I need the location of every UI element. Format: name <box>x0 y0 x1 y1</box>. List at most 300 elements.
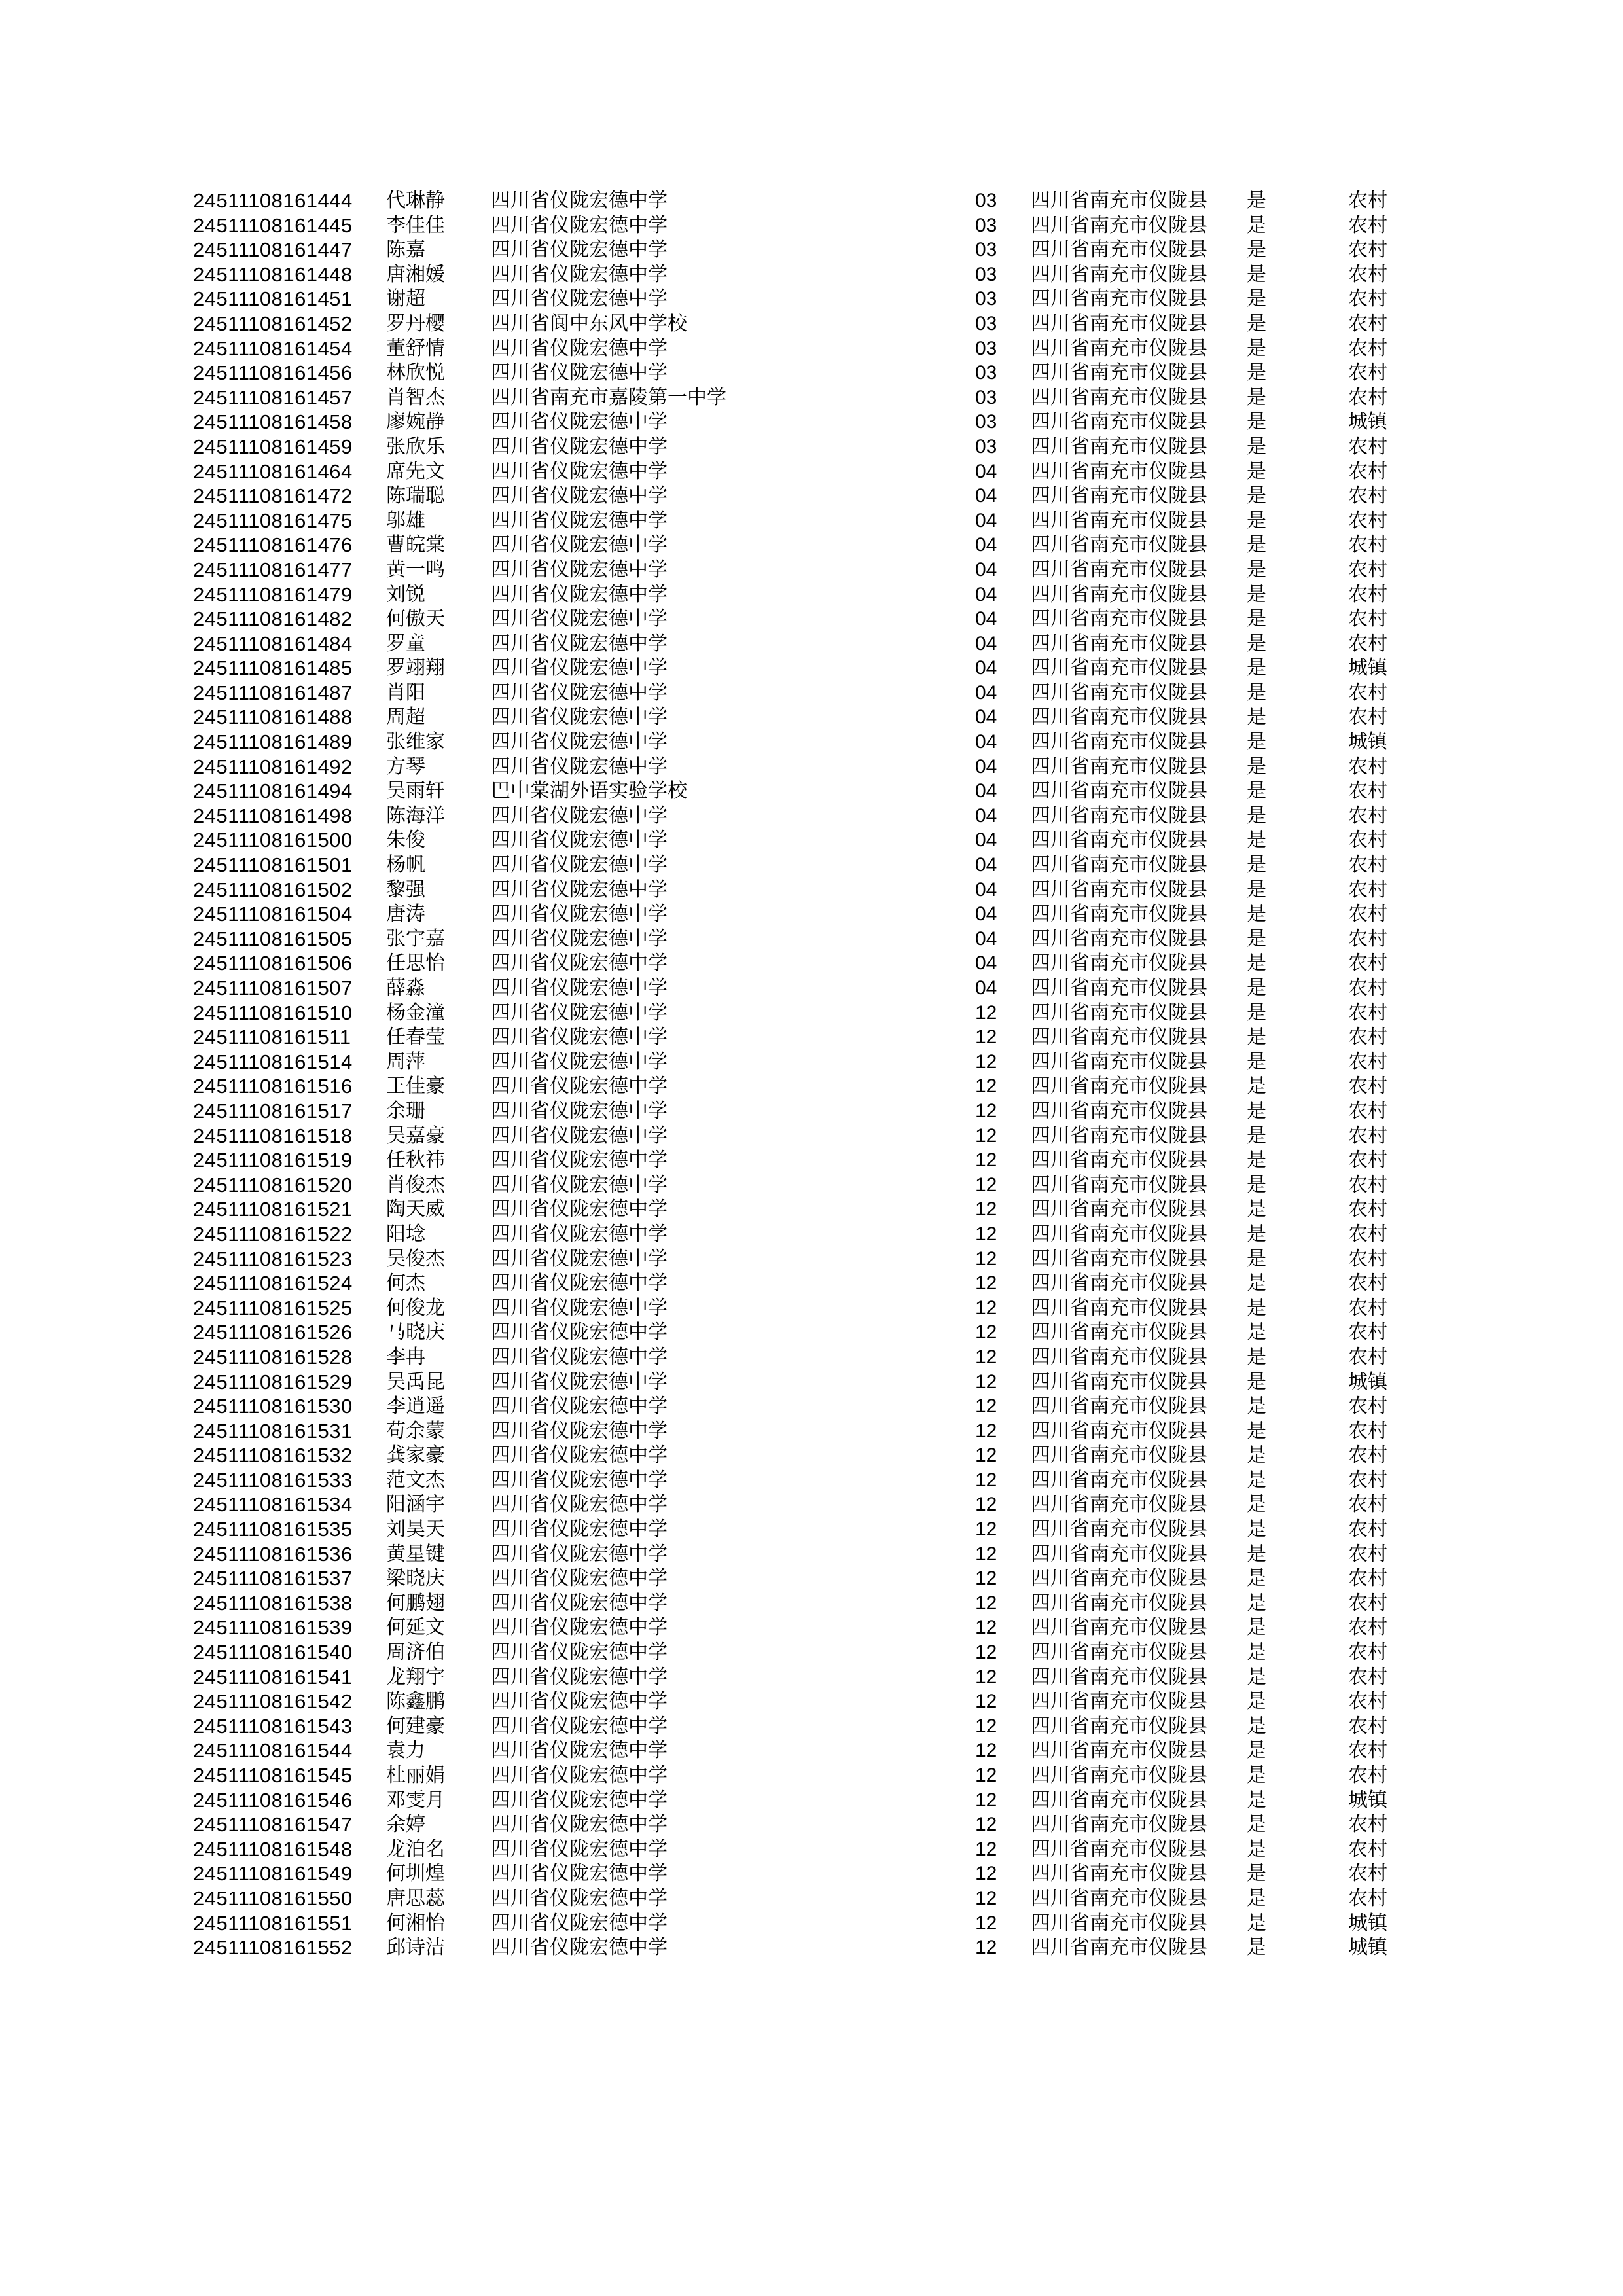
table-row <box>0 312 1623 336</box>
cell-area-type: 农村 <box>1348 214 1387 236</box>
cell-exam-id: 24511108161501 <box>193 853 353 877</box>
cell-exam-id: 24511108161454 <box>193 336 353 360</box>
cell-area-type: 农村 <box>1348 1420 1387 1442</box>
cell-school: 四川省仪陇宏德中学 <box>491 1321 668 1344</box>
cell-confirm-flag: 是 <box>1247 312 1266 334</box>
cell-exam-id: 24511108161534 <box>193 1493 353 1516</box>
cell-name: 唐思蕊 <box>386 1887 445 1909</box>
cell-area-type: 农村 <box>1348 1272 1387 1295</box>
cell-school: 四川省仪陇宏德中学 <box>491 927 668 950</box>
cell-name: 何俊龙 <box>386 1297 445 1319</box>
cell-district: 四川省南充市仪陇县 <box>1031 1838 1207 1860</box>
cell-area-type: 农村 <box>1348 608 1387 630</box>
cell-area-type: 农村 <box>1348 1050 1387 1073</box>
cell-confirm-flag: 是 <box>1247 1863 1266 1885</box>
cell-school: 四川省仪陇宏德中学 <box>491 804 668 827</box>
cell-school: 四川省仪陇宏德中学 <box>491 1937 668 1959</box>
cell-name: 邬雄 <box>386 509 425 531</box>
cell-area-type: 农村 <box>1348 485 1387 507</box>
cell-school: 四川省仪陇宏德中学 <box>491 1124 668 1147</box>
cell-confirm-flag: 是 <box>1247 1617 1266 1639</box>
cell-district: 四川省南充市仪陇县 <box>1031 1666 1207 1688</box>
cell-exam-id: 24511108161548 <box>193 1837 353 1861</box>
cell-confirm-flag: 是 <box>1247 1026 1266 1049</box>
table-row <box>0 1345 1623 1370</box>
cell-code: 04 <box>975 534 997 556</box>
cell-name: 董舒情 <box>386 337 445 359</box>
cell-name: 罗丹樱 <box>386 312 445 334</box>
cell-area-type: 农村 <box>1348 854 1387 876</box>
cell-area-type: 农村 <box>1348 386 1387 408</box>
cell-name: 林欣悦 <box>386 362 445 384</box>
cell-district: 四川省南充市仪陇县 <box>1031 1198 1207 1221</box>
cell-code: 04 <box>975 927 997 950</box>
cell-district: 四川省南充市仪陇县 <box>1031 1617 1207 1639</box>
table-row <box>0 558 1623 583</box>
cell-code: 03 <box>975 337 997 359</box>
cell-exam-id: 24511108161541 <box>193 1665 353 1689</box>
cell-district: 四川省南充市仪陇县 <box>1031 509 1207 531</box>
cell-code: 12 <box>975 1001 997 1024</box>
cell-district: 四川省南充市仪陇县 <box>1031 534 1207 556</box>
cell-code: 12 <box>975 1494 997 1516</box>
cell-exam-id: 24511108161447 <box>193 238 353 262</box>
cell-exam-id: 24511108161477 <box>193 558 353 581</box>
cell-district: 四川省南充市仪陇县 <box>1031 1814 1207 1836</box>
cell-name: 吴俊杰 <box>386 1247 445 1270</box>
cell-district: 四川省南充市仪陇县 <box>1031 903 1207 925</box>
cell-name: 廖婉静 <box>386 411 445 433</box>
cell-name: 李冉 <box>386 1346 425 1368</box>
cell-district: 四川省南充市仪陇县 <box>1031 1691 1207 1713</box>
cell-name: 任春莹 <box>386 1026 445 1049</box>
cell-exam-id: 24511108161529 <box>193 1370 353 1393</box>
cell-confirm-flag: 是 <box>1247 1494 1266 1516</box>
cell-exam-id: 24511108161535 <box>193 1518 353 1541</box>
cell-confirm-flag: 是 <box>1247 1124 1266 1147</box>
cell-code: 04 <box>975 952 997 975</box>
cell-confirm-flag: 是 <box>1247 435 1266 457</box>
cell-exam-id: 24511108161551 <box>193 1911 353 1935</box>
cell-area-type: 农村 <box>1348 190 1387 211</box>
cell-area-type: 城镇 <box>1348 1789 1387 1811</box>
table-row <box>0 410 1623 435</box>
cell-confirm-flag: 是 <box>1247 1715 1266 1737</box>
cell-area-type: 农村 <box>1348 952 1387 975</box>
cell-exam-id: 24511108161533 <box>193 1468 353 1492</box>
cell-district: 四川省南充市仪陇县 <box>1031 1469 1207 1491</box>
cell-confirm-flag: 是 <box>1247 1740 1266 1762</box>
cell-confirm-flag: 是 <box>1247 1469 1266 1491</box>
cell-exam-id: 24511108161494 <box>193 780 353 803</box>
table-row <box>0 1148 1623 1173</box>
cell-district: 四川省南充市仪陇县 <box>1031 288 1207 310</box>
cell-code: 12 <box>975 1765 997 1786</box>
cell-confirm-flag: 是 <box>1247 1001 1266 1024</box>
cell-code: 12 <box>975 1518 997 1541</box>
cell-exam-id: 24511108161476 <box>193 533 353 557</box>
cell-school: 四川省仪陇宏德中学 <box>491 1223 668 1245</box>
cell-district: 四川省南充市仪陇县 <box>1031 1937 1207 1959</box>
cell-district: 四川省南充市仪陇县 <box>1031 1247 1207 1270</box>
cell-confirm-flag: 是 <box>1247 1666 1266 1688</box>
cell-name: 杨帆 <box>386 854 425 876</box>
cell-area-type: 农村 <box>1348 1198 1387 1221</box>
cell-code: 12 <box>975 1124 997 1147</box>
cell-school: 四川省仪陇宏德中学 <box>491 411 668 433</box>
cell-code: 04 <box>975 485 997 507</box>
cell-exam-id: 24511108161498 <box>193 804 353 827</box>
cell-exam-id: 24511108161511 <box>193 1026 351 1049</box>
cell-name: 何圳煌 <box>386 1863 445 1885</box>
cell-exam-id: 24511108161530 <box>193 1395 353 1418</box>
cell-district: 四川省南充市仪陇县 <box>1031 214 1207 236</box>
cell-exam-id: 24511108161492 <box>193 755 353 778</box>
cell-name: 吴嘉豪 <box>386 1124 445 1147</box>
cell-exam-id: 24511108161536 <box>193 1542 353 1566</box>
cell-area-type: 农村 <box>1348 509 1387 531</box>
cell-area-type: 农村 <box>1348 263 1387 285</box>
table-row <box>0 386 1623 410</box>
table-row <box>0 1468 1623 1493</box>
cell-exam-id: 24511108161545 <box>193 1764 353 1787</box>
cell-district: 四川省南充市仪陇县 <box>1031 681 1207 704</box>
cell-code: 04 <box>975 829 997 852</box>
cell-area-type: 城镇 <box>1348 411 1387 433</box>
cell-exam-id: 24511108161523 <box>193 1247 353 1270</box>
cell-code: 03 <box>975 435 997 457</box>
cell-confirm-flag: 是 <box>1247 411 1266 433</box>
cell-school: 四川省仪陇宏德中学 <box>491 657 668 679</box>
cell-district: 四川省南充市仪陇县 <box>1031 1641 1207 1664</box>
cell-district: 四川省南充市仪陇县 <box>1031 312 1207 334</box>
cell-code: 04 <box>975 657 997 679</box>
cell-confirm-flag: 是 <box>1247 632 1266 655</box>
cell-exam-id: 24511108161488 <box>193 706 353 729</box>
table-row <box>0 1566 1623 1591</box>
cell-district: 四川省南充市仪陇县 <box>1031 1321 1207 1344</box>
cell-area-type: 农村 <box>1348 1887 1387 1909</box>
cell-school: 四川省仪陇宏德中学 <box>491 1715 668 1737</box>
table-row <box>0 878 1623 903</box>
table-row <box>0 1394 1623 1419</box>
cell-district: 四川省南充市仪陇县 <box>1031 460 1207 482</box>
table-row <box>0 336 1623 361</box>
table-row <box>0 951 1623 976</box>
table-row <box>0 1763 1623 1788</box>
cell-code: 12 <box>975 1346 997 1368</box>
cell-code: 04 <box>975 878 997 901</box>
cell-area-type: 农村 <box>1348 927 1387 950</box>
cell-district: 四川省南充市仪陇县 <box>1031 1863 1207 1885</box>
cell-area-type: 农村 <box>1348 1518 1387 1541</box>
cell-name: 龙泊名 <box>386 1838 445 1860</box>
cell-name: 李逍遥 <box>386 1395 445 1418</box>
cell-exam-id: 24511108161514 <box>193 1050 353 1073</box>
cell-confirm-flag: 是 <box>1247 239 1266 261</box>
cell-school: 四川省仪陇宏德中学 <box>491 1444 668 1467</box>
cell-confirm-flag: 是 <box>1247 1371 1266 1393</box>
cell-code: 03 <box>975 362 997 384</box>
cell-code: 12 <box>975 1543 997 1565</box>
cell-school: 四川省仪陇宏德中学 <box>491 1420 668 1442</box>
cell-school: 四川省仪陇宏德中学 <box>491 1100 668 1122</box>
cell-district: 四川省南充市仪陇县 <box>1031 386 1207 408</box>
cell-name: 吴雨轩 <box>386 780 445 802</box>
cell-code: 04 <box>975 804 997 827</box>
cell-school: 巴中棠湖外语实验学校 <box>491 780 687 802</box>
table-row <box>0 1714 1623 1739</box>
cell-name: 龙翔宇 <box>386 1666 445 1688</box>
cell-area-type: 农村 <box>1348 534 1387 556</box>
table-row <box>0 853 1623 878</box>
cell-confirm-flag: 是 <box>1247 1838 1266 1860</box>
cell-confirm-flag: 是 <box>1247 755 1266 778</box>
cell-school: 四川省仪陇宏德中学 <box>491 1297 668 1319</box>
cell-school: 四川省仪陇宏德中学 <box>491 558 668 581</box>
cell-school: 四川省仪陇宏德中学 <box>491 1838 668 1860</box>
table-row <box>0 1640 1623 1665</box>
cell-school: 四川省仪陇宏德中学 <box>491 1346 668 1368</box>
cell-confirm-flag: 是 <box>1247 558 1266 581</box>
cell-exam-id: 24511108161550 <box>193 1886 353 1910</box>
cell-confirm-flag: 是 <box>1247 731 1266 753</box>
cell-school: 四川省仪陇宏德中学 <box>491 1494 668 1516</box>
cell-area-type: 农村 <box>1348 706 1387 728</box>
table-row <box>0 435 1623 459</box>
cell-confirm-flag: 是 <box>1247 878 1266 901</box>
table-row <box>0 804 1623 829</box>
cell-exam-id: 24511108161538 <box>193 1591 353 1615</box>
cell-confirm-flag: 是 <box>1247 485 1266 507</box>
cell-name: 周萍 <box>386 1050 425 1073</box>
cell-name: 王佳豪 <box>386 1075 445 1098</box>
cell-school: 四川省仪陇宏德中学 <box>491 952 668 975</box>
cell-district: 四川省南充市仪陇县 <box>1031 337 1207 359</box>
cell-district: 四川省南充市仪陇县 <box>1031 1494 1207 1516</box>
cell-exam-id: 24511108161544 <box>193 1739 353 1763</box>
cell-exam-id: 24511108161532 <box>193 1444 353 1467</box>
cell-area-type: 农村 <box>1348 1346 1387 1368</box>
cell-confirm-flag: 是 <box>1247 1346 1266 1368</box>
cell-district: 四川省南充市仪陇县 <box>1031 263 1207 285</box>
cell-area-type: 农村 <box>1348 1444 1387 1467</box>
cell-confirm-flag: 是 <box>1247 534 1266 556</box>
cell-exam-id: 24511108161506 <box>193 952 353 975</box>
cell-district: 四川省南充市仪陇县 <box>1031 583 1207 605</box>
cell-code: 04 <box>975 509 997 531</box>
cell-exam-id: 24511108161542 <box>193 1690 353 1713</box>
table-row <box>0 1099 1623 1124</box>
cell-name: 罗童 <box>386 632 425 655</box>
table-row <box>0 459 1623 484</box>
cell-school: 四川省仪陇宏德中学 <box>491 337 668 359</box>
cell-code: 12 <box>975 1247 997 1270</box>
table-row <box>0 1222 1623 1247</box>
cell-code: 12 <box>975 1050 997 1073</box>
cell-exam-id: 24511108161448 <box>193 262 353 286</box>
cell-exam-id: 24511108161507 <box>193 977 353 999</box>
cell-code: 12 <box>975 1838 997 1860</box>
cell-name: 周超 <box>386 706 425 728</box>
cell-confirm-flag: 是 <box>1247 1272 1266 1295</box>
cell-name: 任秋祎 <box>386 1149 445 1172</box>
cell-code: 04 <box>975 903 997 925</box>
table-row <box>0 902 1623 927</box>
table-row <box>0 632 1623 656</box>
cell-district: 四川省南充市仪陇县 <box>1031 1346 1207 1368</box>
cell-code: 04 <box>975 558 997 581</box>
table-row <box>0 1001 1623 1026</box>
cell-area-type: 农村 <box>1348 1494 1387 1516</box>
cell-code: 04 <box>975 583 997 605</box>
cell-area-type: 农村 <box>1348 583 1387 605</box>
cell-school: 四川省仪陇宏德中学 <box>491 681 668 704</box>
table-row <box>0 1517 1623 1542</box>
cell-school: 四川省仪陇宏德中学 <box>491 731 668 753</box>
cell-confirm-flag: 是 <box>1247 1198 1266 1221</box>
cell-district: 四川省南充市仪陇县 <box>1031 1272 1207 1295</box>
table-row <box>0 287 1623 312</box>
table-row <box>0 705 1623 730</box>
cell-school: 四川省仪陇宏德中学 <box>491 706 668 728</box>
cell-exam-id: 24511108161539 <box>193 1616 353 1640</box>
cell-school: 四川省仪陇宏德中学 <box>491 1789 668 1811</box>
cell-code: 03 <box>975 411 997 433</box>
cell-name: 张宇嘉 <box>386 927 445 950</box>
table-row <box>0 1296 1623 1321</box>
cell-exam-id: 24511108161543 <box>193 1714 353 1738</box>
cell-exam-id: 24511108161459 <box>193 435 353 458</box>
cell-district: 四川省南充市仪陇县 <box>1031 1174 1207 1196</box>
cell-district: 四川省南充市仪陇县 <box>1031 657 1207 679</box>
cell-name: 周济伯 <box>386 1641 445 1664</box>
cell-exam-id: 24511108161524 <box>193 1272 353 1295</box>
cell-district: 四川省南充市仪陇县 <box>1031 829 1207 852</box>
cell-code: 03 <box>975 190 997 211</box>
cell-name: 张维家 <box>386 731 445 753</box>
cell-area-type: 农村 <box>1348 1814 1387 1836</box>
cell-school: 四川省仪陇宏德中学 <box>491 829 668 852</box>
cell-district: 四川省南充市仪陇县 <box>1031 190 1207 211</box>
cell-code: 12 <box>975 1297 997 1319</box>
cell-name: 曹皖棠 <box>386 534 445 556</box>
cell-name: 黎强 <box>386 878 425 901</box>
cell-school: 四川省仪陇宏德中学 <box>491 288 668 310</box>
cell-district: 四川省南充市仪陇县 <box>1031 854 1207 876</box>
cell-district: 四川省南充市仪陇县 <box>1031 878 1207 901</box>
cell-name: 罗翊翔 <box>386 657 445 679</box>
cell-school: 四川省仪陇宏德中学 <box>491 1887 668 1909</box>
cell-district: 四川省南充市仪陇县 <box>1031 1568 1207 1590</box>
cell-code: 12 <box>975 1272 997 1295</box>
cell-name: 朱俊 <box>386 829 425 852</box>
cell-school: 四川省仪陇宏德中学 <box>491 1395 668 1418</box>
cell-school: 四川省仪陇宏德中学 <box>491 632 668 655</box>
cell-confirm-flag: 是 <box>1247 460 1266 482</box>
cell-district: 四川省南充市仪陇县 <box>1031 1789 1207 1811</box>
cell-name: 余婷 <box>386 1814 425 1836</box>
cell-area-type: 农村 <box>1348 362 1387 384</box>
cell-confirm-flag: 是 <box>1247 1592 1266 1614</box>
cell-name: 阳埝 <box>386 1223 425 1245</box>
cell-school: 四川省仪陇宏德中学 <box>491 460 668 482</box>
cell-code: 12 <box>975 1592 997 1614</box>
cell-school: 四川省仪陇宏德中学 <box>491 755 668 778</box>
cell-district: 四川省南充市仪陇县 <box>1031 558 1207 581</box>
table-row <box>0 1812 1623 1837</box>
cell-exam-id: 24511108161521 <box>193 1198 353 1221</box>
cell-district: 四川省南充市仪陇县 <box>1031 435 1207 457</box>
cell-name: 杨金潼 <box>386 1001 445 1024</box>
cell-area-type: 农村 <box>1348 312 1387 334</box>
cell-district: 四川省南充市仪陇县 <box>1031 977 1207 999</box>
cell-exam-id: 24511108161540 <box>193 1641 353 1664</box>
cell-area-type: 农村 <box>1348 1124 1387 1147</box>
cell-name: 陈海洋 <box>386 804 445 827</box>
cell-confirm-flag: 是 <box>1247 1641 1266 1664</box>
cell-exam-id: 24511108161510 <box>193 1001 353 1024</box>
cell-exam-id: 24511108161518 <box>193 1124 353 1147</box>
cell-code: 12 <box>975 1469 997 1491</box>
cell-area-type: 农村 <box>1348 1223 1387 1245</box>
cell-district: 四川省南充市仪陇县 <box>1031 1395 1207 1418</box>
cell-area-type: 农村 <box>1348 1765 1387 1786</box>
cell-confirm-flag: 是 <box>1247 903 1266 925</box>
table-row <box>0 681 1623 706</box>
cell-code: 12 <box>975 1198 997 1221</box>
cell-code: 12 <box>975 1100 997 1122</box>
table-row <box>0 1124 1623 1149</box>
cell-name: 李佳佳 <box>386 214 445 236</box>
cell-exam-id: 24511108161549 <box>193 1862 353 1886</box>
cell-name: 肖阳 <box>386 681 425 704</box>
cell-code: 12 <box>975 1444 997 1467</box>
cell-area-type: 农村 <box>1348 829 1387 852</box>
cell-area-type: 农村 <box>1348 435 1387 457</box>
cell-area-type: 农村 <box>1348 1395 1387 1418</box>
cell-district: 四川省南充市仪陇县 <box>1031 1592 1207 1614</box>
table-row <box>0 262 1623 287</box>
cell-confirm-flag: 是 <box>1247 1814 1266 1836</box>
cell-code: 12 <box>975 1740 997 1762</box>
cell-exam-id: 24511108161500 <box>193 829 353 852</box>
cell-name: 方琴 <box>386 755 425 778</box>
cell-exam-id: 24511108161444 <box>193 189 353 212</box>
cell-school: 四川省仪陇宏德中学 <box>491 1001 668 1024</box>
cell-district: 四川省南充市仪陇县 <box>1031 1075 1207 1098</box>
cell-school: 四川省仪陇宏德中学 <box>491 485 668 507</box>
cell-code: 12 <box>975 1223 997 1245</box>
cell-exam-id: 24511108161504 <box>193 903 353 926</box>
cell-district: 四川省南充市仪陇县 <box>1031 804 1207 827</box>
cell-code: 04 <box>975 780 997 802</box>
cell-area-type: 农村 <box>1348 1715 1387 1737</box>
cell-school: 四川省仪陇宏德中学 <box>491 1912 668 1934</box>
cell-exam-id: 24511108161489 <box>193 730 353 754</box>
cell-area-type: 农村 <box>1348 460 1387 482</box>
cell-district: 四川省南充市仪陇县 <box>1031 1149 1207 1172</box>
cell-school: 四川省仪陇宏德中学 <box>491 1543 668 1565</box>
cell-confirm-flag: 是 <box>1247 1789 1266 1811</box>
cell-exam-id: 24511108161472 <box>193 484 353 508</box>
table-row <box>0 533 1623 558</box>
cell-area-type: 农村 <box>1348 337 1387 359</box>
cell-school: 四川省仪陇宏德中学 <box>491 239 668 261</box>
cell-confirm-flag: 是 <box>1247 1247 1266 1270</box>
cell-confirm-flag: 是 <box>1247 362 1266 384</box>
cell-confirm-flag: 是 <box>1247 1321 1266 1344</box>
